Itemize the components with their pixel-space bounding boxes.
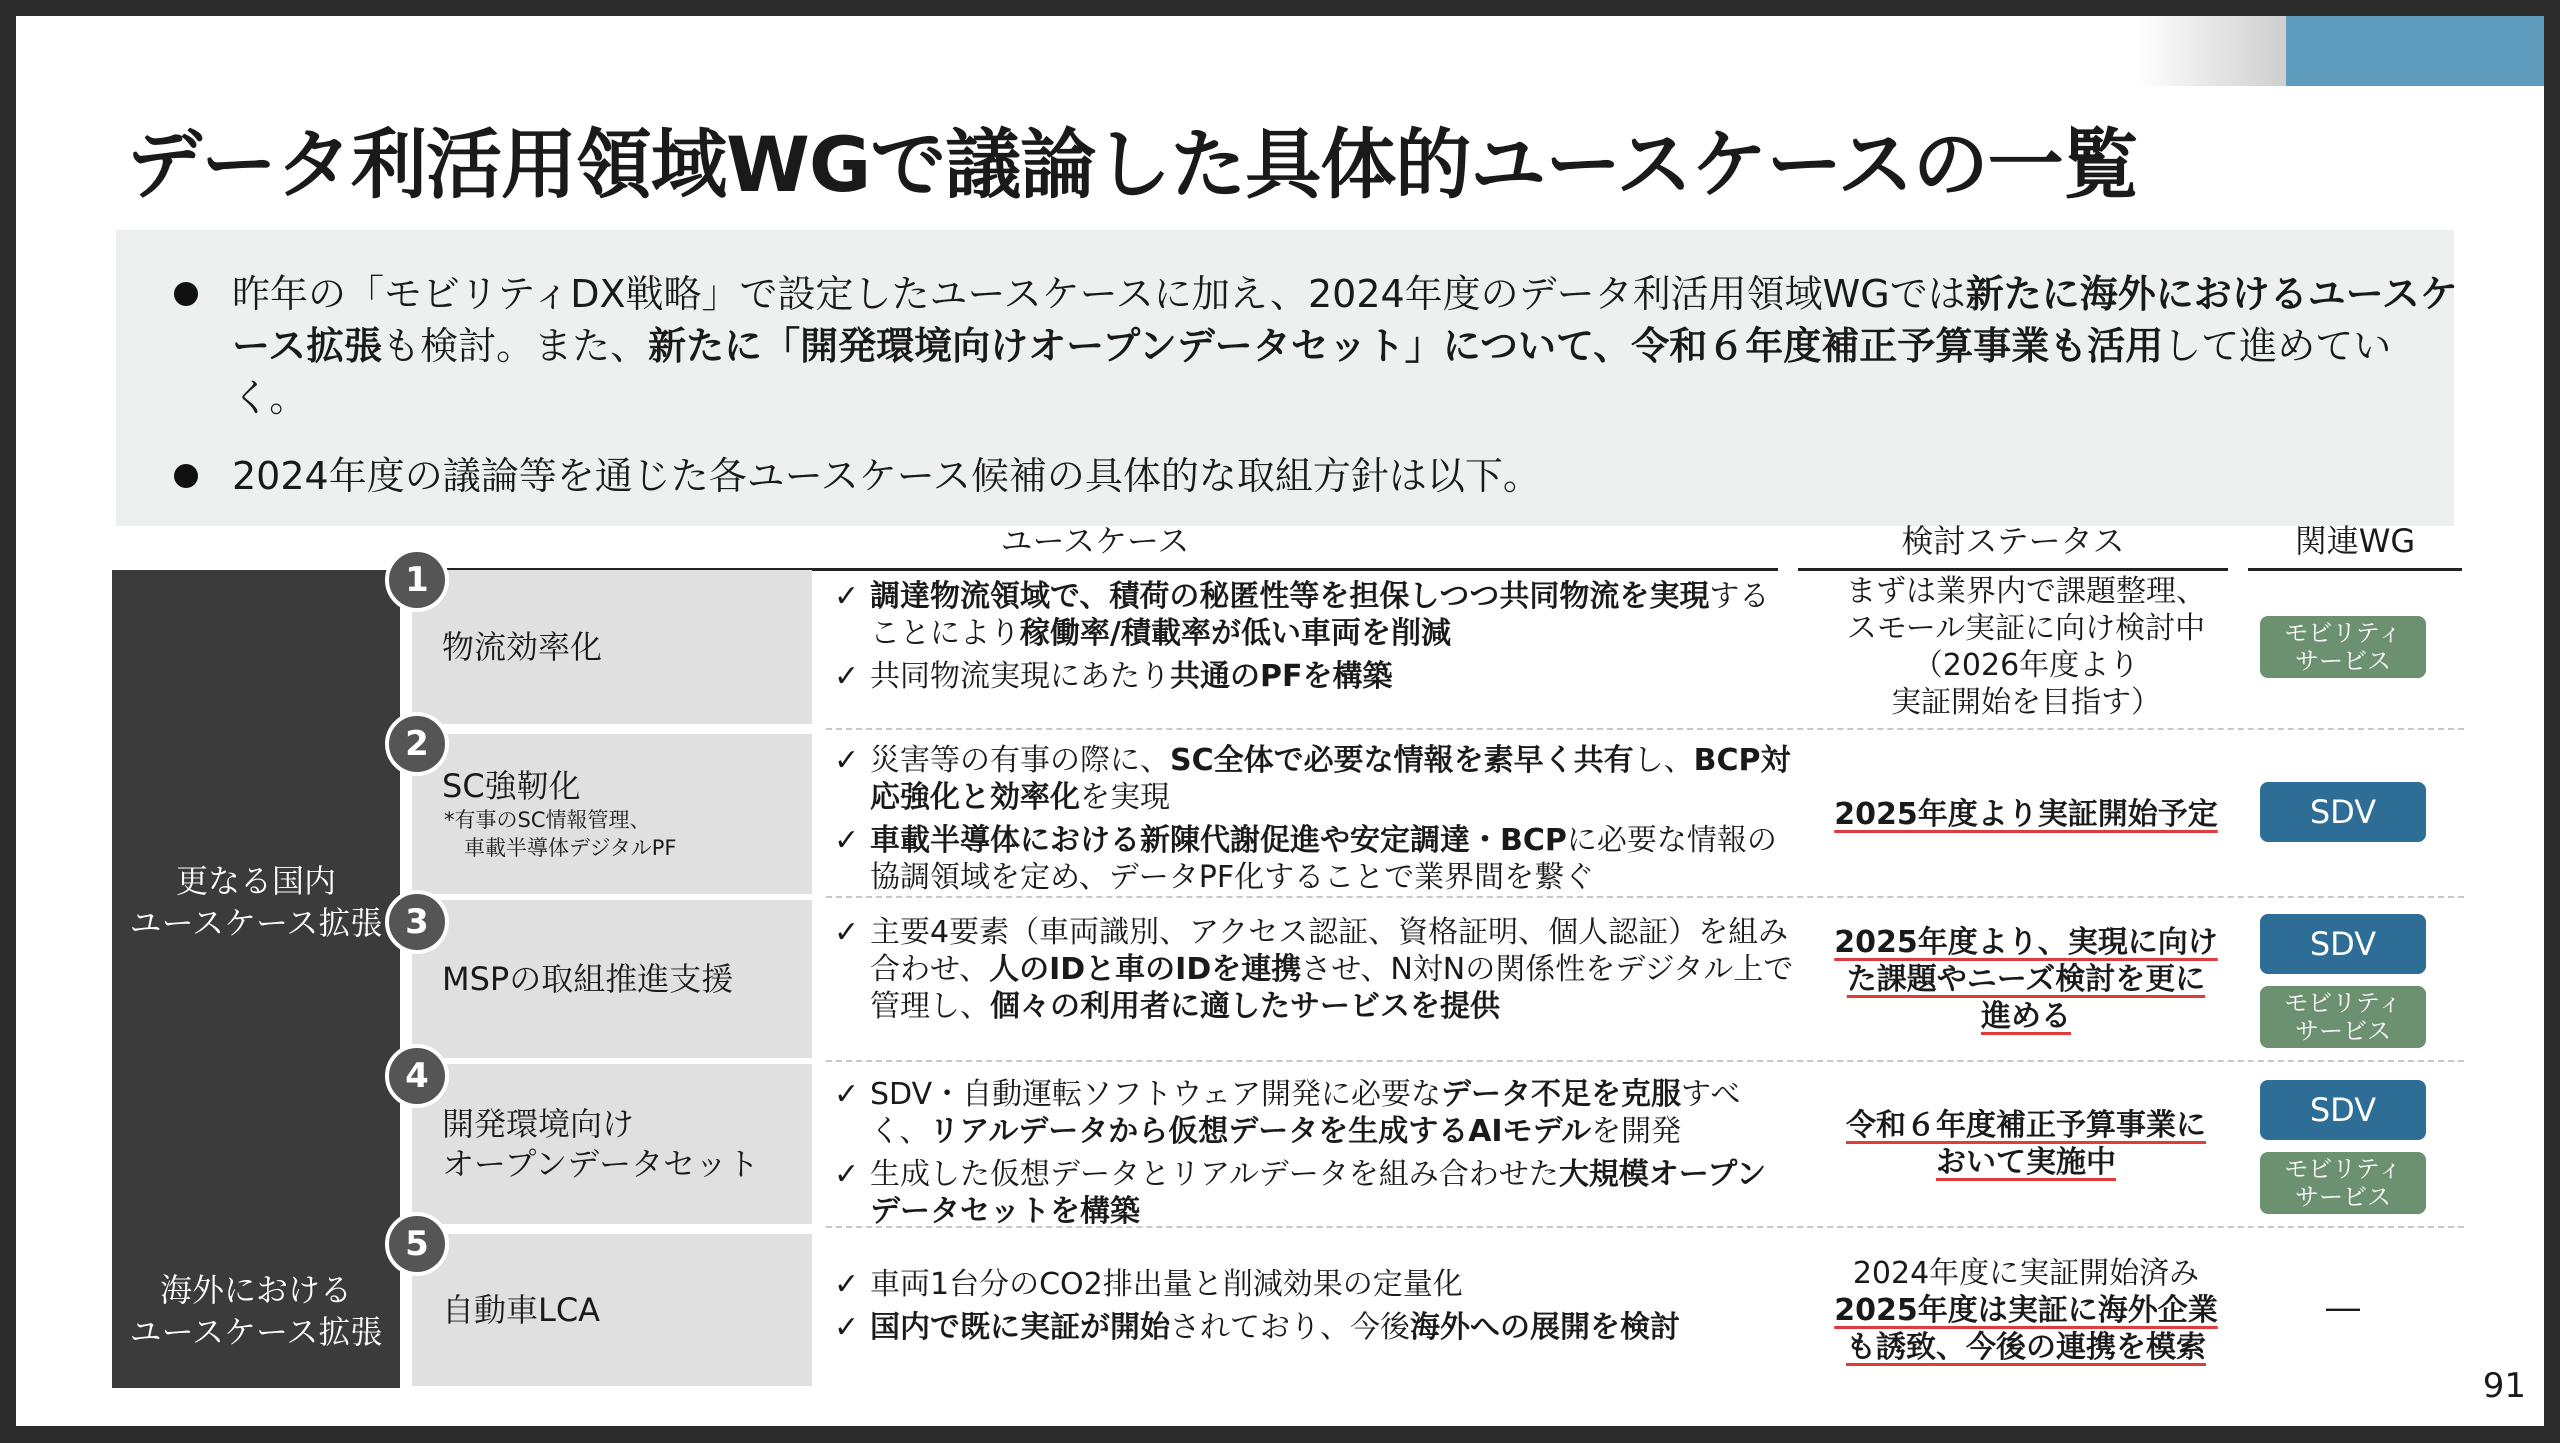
category-domestic: 更なる国内 ユースケース拡張 bbox=[112, 570, 400, 1234]
usecase-name-5: 自動車LCA bbox=[412, 1234, 812, 1386]
status-3: 2025年度より、実現に向け た課題やニーズ検討を更に 進める bbox=[1834, 924, 2218, 1034]
wg-badge-sdv: SDV bbox=[2260, 782, 2426, 842]
usecase-description-2 bbox=[834, 742, 1794, 902]
check-icon: ✓ bbox=[834, 823, 860, 858]
wg-badge-mobility-service: モビリティ サービス bbox=[2260, 1152, 2426, 1214]
row-separator bbox=[826, 728, 2464, 730]
usecase-description-1 bbox=[834, 578, 1794, 701]
check-icon: ✓ bbox=[834, 1310, 860, 1345]
wg-badge-sdv: SDV bbox=[2260, 1080, 2426, 1140]
page-title: データ利活用領域WGで議論した具体的ユースケースの一覧 bbox=[126, 120, 2138, 209]
column-header-wg: 関連WG bbox=[2248, 516, 2462, 571]
usecase-number-badge: 1 bbox=[385, 548, 449, 612]
check-icon: ✓ bbox=[834, 659, 860, 694]
check-icon: ✓ bbox=[834, 579, 860, 614]
check-item: ✓ 共同物流実現にあたり共通のPFを構築 bbox=[834, 659, 1393, 694]
check-item: ✓ SDV・自動運転ソフトウェア開発に必要なデータ不足を克服すべく、リアルデータから仮想データを生成するAIモデルを開発 bbox=[834, 1077, 1741, 1149]
usecase-description-5 bbox=[834, 1266, 1794, 1352]
status-5: 2024年度に実証開始済み 2025年度は実証に海外企業 も誘致、今後の連携を模索 bbox=[1834, 1255, 2218, 1365]
status-2: 2025年度より実証開始予定 bbox=[1834, 796, 2218, 832]
row-separator bbox=[826, 1060, 2464, 1062]
check-icon: ✓ bbox=[834, 743, 860, 778]
usecase-number-badge: 4 bbox=[385, 1044, 449, 1108]
check-icon: ✓ bbox=[834, 915, 860, 950]
status-1: まずは業界内で課題整理、 スモール実証に向け検討中 （2026年度より 実証開始を目指す） bbox=[1846, 574, 2206, 720]
usecase-description-3 bbox=[834, 914, 1794, 1031]
wg-badge-sdv: SDV bbox=[2260, 914, 2426, 974]
check-icon: ✓ bbox=[834, 1157, 860, 1192]
bullet-dot-icon bbox=[174, 282, 198, 306]
usecase-name-3: MSPの取組推進支援 bbox=[412, 900, 812, 1058]
usecase-name-1: 物流効率化 bbox=[412, 570, 812, 724]
check-item: ✓ 車載半導体における新陳代謝促進や安定調達・BCPに必要な情報の協調領域を定め、データPF化することで業界間を繋ぐ bbox=[834, 823, 1777, 895]
column-header-usecase: ユースケース bbox=[412, 516, 1778, 571]
corner-accent-gradient bbox=[2136, 16, 2302, 86]
status-4: 令和６年度補正予算事業に おいて実施中 bbox=[1846, 1108, 2206, 1180]
corner-accent-block bbox=[2286, 16, 2544, 86]
usecase-number-badge: 2 bbox=[385, 712, 449, 776]
usecase-name-2: SC強靭化 *有事のSC情報管理、 車載半導体デジタルPF bbox=[412, 734, 812, 894]
wg-none: ― bbox=[2326, 1288, 2360, 1328]
check-icon: ✓ bbox=[834, 1267, 860, 1302]
usecase-name-4: 開発環境向け オープンデータセット bbox=[412, 1064, 812, 1224]
column-header-status: 検討ステータス bbox=[1798, 516, 2228, 571]
check-item: ✓ 主要4要素（車両識別、アクセス認証、資格証明、個人認証）を組み合わせ、人のIDと車のIDを連携させ、N対Nの関係性をデジタル上で管理し、個々の利用者に適したサービスを提供 bbox=[834, 915, 1794, 1024]
usecase-number-badge: 5 bbox=[385, 1212, 449, 1276]
check-icon: ✓ bbox=[834, 1077, 860, 1112]
usecase-description-4 bbox=[834, 1076, 1794, 1236]
bullet-dot-icon bbox=[174, 464, 198, 488]
check-item: ✓ 車両1台分のCO2排出量と削減効果の定量化 bbox=[834, 1267, 1463, 1302]
check-item: ✓ 国内で既に実証が開始されており、今後海外への展開を検討 bbox=[834, 1310, 1680, 1345]
check-item: ✓ 調達物流領域で、積荷の秘匿性等を担保しつつ共同物流を実現することにより稼働率/積載率が低い車両を削減 bbox=[834, 579, 1770, 651]
summary-box: 昨年の「モビリティDX戦略」で設定したユースケースに加え、2024年度のデータ利活用領域WGでは新たに海外におけるユースケース拡張も検討。また、新たに「開発環境向けオープンデータセット」について、令和６年度補正予算事業も活用して進めていく。 2024年度の議論等を通じた各ユースケース候補の具体的な取組方針は以下。 bbox=[116, 230, 2454, 526]
category-overseas: 海外における ユースケース拡張 bbox=[112, 1234, 400, 1388]
check-item: ✓ 生成した仮想データとリアルデータを組み合わせた大規模オープンデータセットを構築 bbox=[834, 1157, 1767, 1229]
slide bbox=[16, 16, 2544, 1426]
page-number: 91 bbox=[2482, 1366, 2526, 1406]
check-item: ✓ 災害等の有事の際に、SC全体で必要な情報を素早く共有し、BCP対応強化と効率化を実現 bbox=[834, 743, 1791, 815]
usecase-number-badge: 3 bbox=[385, 890, 449, 954]
wg-badge-mobility-service: モビリティ サービス bbox=[2260, 616, 2426, 678]
wg-badge-mobility-service: モビリティ サービス bbox=[2260, 986, 2426, 1048]
